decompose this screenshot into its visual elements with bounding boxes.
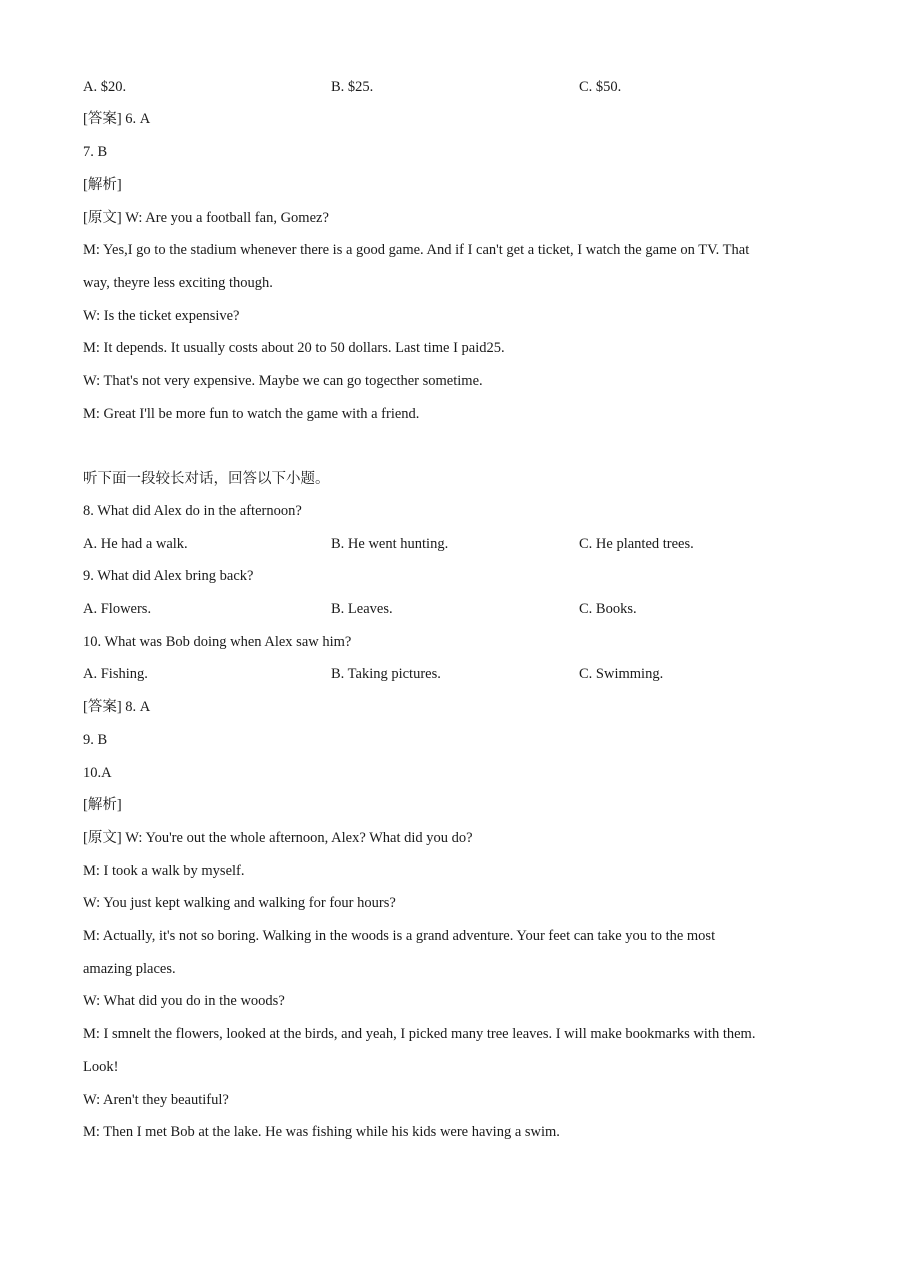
transcript-line: [原文] W: You're out the whole afternoon, Alex? What did you do? xyxy=(83,830,473,846)
question-10: 10. What was Bob doing when Alex saw him? xyxy=(83,634,352,650)
transcript-line: M: It depends. It usually costs about 20 to 50 dollars. Last time I paid25. xyxy=(83,340,505,356)
transcript-line: M: Actually, it's not so boring. Walking in the woods is a grand adventure. Your feet can take you to the most xyxy=(83,928,716,944)
option-b: B. Leaves. xyxy=(331,601,393,617)
question-8: 8. What did Alex do in the afternoon? xyxy=(83,503,302,519)
answer-line: 10.A xyxy=(83,765,112,781)
transcript-line: M: I smnelt the flowers, looked at the birds, and yeah, I picked many tree leaves. I will make bookmarks with them. xyxy=(83,1026,756,1042)
section-instruction: 听下面一段较长对话，回答以下小题。 xyxy=(83,471,330,487)
transcript-line: M: Great I'll be more fun to watch the game with a friend. xyxy=(83,406,420,422)
transcript-line: W: Aren't they beautiful? xyxy=(83,1092,229,1108)
analysis-label: [解析] xyxy=(83,797,122,813)
transcript-line: Look! xyxy=(83,1059,119,1075)
transcript-line: W: Is the ticket expensive? xyxy=(83,308,240,324)
transcript-line: M: I took a walk by myself. xyxy=(83,863,245,879)
answer-label: [答案] 8. A xyxy=(83,699,151,715)
question-10-options xyxy=(83,664,843,684)
option-c: C. He planted trees. xyxy=(579,536,694,552)
transcript-line: way, theyre less exciting though. xyxy=(83,275,273,291)
transcript-line: [原文] W: Are you a football fan, Gomez? xyxy=(83,210,329,226)
question-9: 9. What did Alex bring back? xyxy=(83,568,254,584)
option-a: A. Fishing. xyxy=(83,666,148,682)
option-b: B. $25. xyxy=(331,79,374,95)
transcript-line: W: That's not very expensive. Maybe we can go togecther sometime. xyxy=(83,373,483,389)
option-c: C. Books. xyxy=(579,601,637,617)
option-a: A. $20. xyxy=(83,79,127,95)
answer-label: [答案] 6. A xyxy=(83,111,151,127)
question-5-options xyxy=(83,77,843,97)
transcript-line: W: What did you do in the woods? xyxy=(83,993,285,1009)
option-c: C. Swimming. xyxy=(579,666,664,682)
analysis-label: [解析] xyxy=(83,177,122,193)
transcript-line: M: Then I met Bob at the lake. He was fishing while his kids were having a swim. xyxy=(83,1124,560,1140)
transcript-line: M: Yes,I go to the stadium whenever there is a good game. And if I can't get a ticket, I watch the game on TV. That xyxy=(83,242,750,258)
option-c: C. $50. xyxy=(579,79,622,95)
option-b: B. Taking pictures. xyxy=(331,666,441,682)
option-a: A. Flowers. xyxy=(83,601,152,617)
question-9-options xyxy=(83,599,843,619)
answer-line: 9. B xyxy=(83,732,108,748)
option-b: B. He went hunting. xyxy=(331,536,449,552)
answer-line: 7. B xyxy=(83,144,108,160)
transcript-line: amazing places. xyxy=(83,961,176,977)
question-8-options xyxy=(83,534,843,554)
transcript-line: W: You just kept walking and walking for four hours? xyxy=(83,895,396,911)
option-a: A. He had a walk. xyxy=(83,536,188,552)
